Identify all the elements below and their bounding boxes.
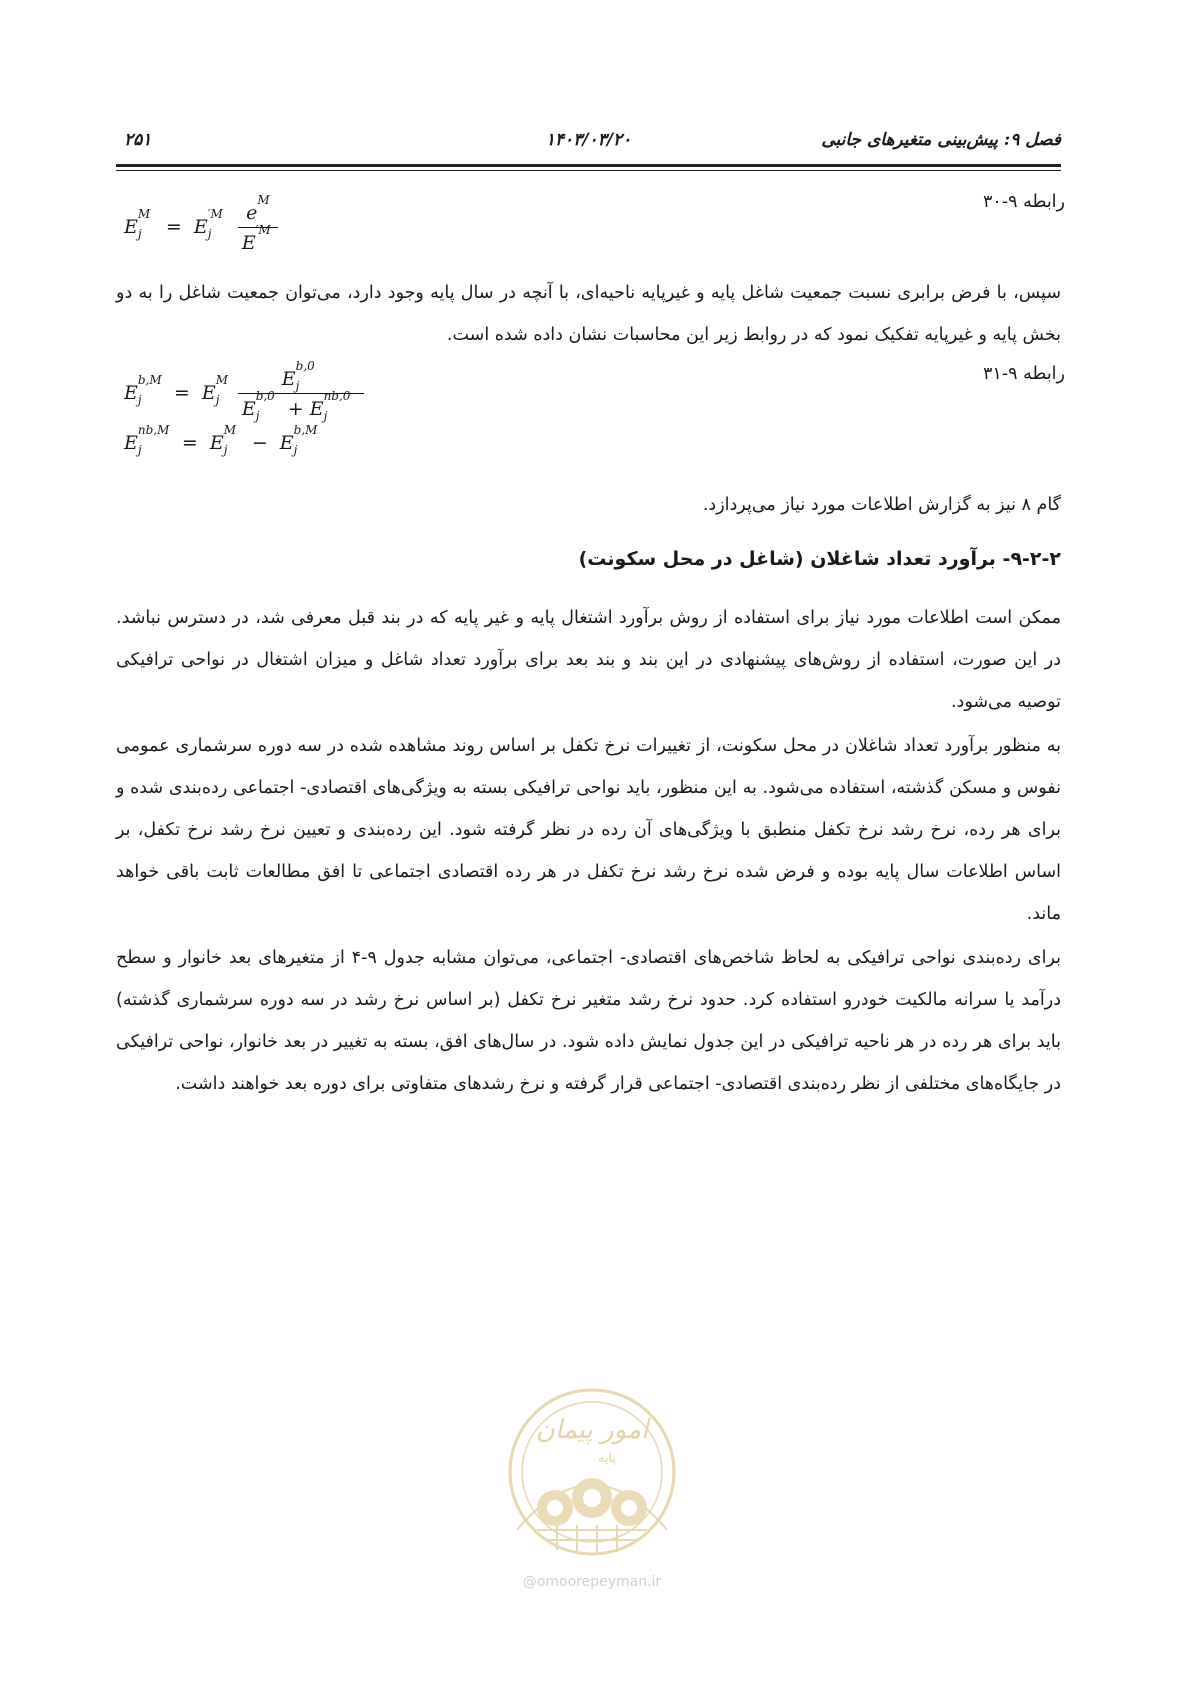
paragraph-3: ممکن است اطلاعات مورد نیاز برای استفاده از روش برآورد اشتغال پایه و غیر پایه که در بند قبل معرفی شد، در دسترس نباشد. در این صورت، استفاده از روش‌های پیشنهادی در این بند و بند بعد برای برآورد تعداد شاغل و میزان اشتغال در نواحی ترافیکی توصیه می‌شود.: [116, 608, 1061, 712]
watermark-url: @omoorepeyman.ir: [522, 1574, 662, 1590]
paragraph-2: گام ۸ نیز به گزارش اطلاعات مورد نیاز می‌پردازد.: [702, 495, 1061, 515]
relation-label-30: رابطه ۹-۳۰: [982, 192, 1065, 212]
page-number: ۲۵۱: [124, 130, 152, 150]
paragraph-5: برای رده‌بندی نواحی ترافیکی به لحاظ شاخص‌های اقتصادی- اجتماعی، می‌توان مشابه جدول ۹-۴ از متغیرهای بعد خانوار و سطح درآمد یا سرانه مالکیت خودرو استفاده کرد. حدود نرخ رشد متغیر نرخ تکفل (بر اساس نرخ رشد در سه دوره سرشماری گذشته) باید برای هر رده در هر ناحیه ترافیکی در این جدول نمایش داده شود. در سال‌های افق، بسته به تغییر در بعد خانوار، نواحی ترافیکی در جایگاه‌های مختلفی از نظر رده‌بندی اقتصادی- اجتماعی قرار گرفته و نرخ رشدهای متفاوتی برای دوره بعد خواهند داشت.: [116, 948, 1061, 1094]
watermark: [497, 1380, 687, 1590]
svg-text:پایه: پایه: [597, 1451, 617, 1466]
svg-text:امور پیمان: امور پیمان: [535, 1415, 649, 1445]
formula-31a: E b,M j = E M j E b,0 j E b,0 j + E nb,0 j: [124, 368, 368, 420]
section-heading: ۹-۲-۲- برآورد تعداد شاغلان (شاغل در محل سکونت): [578, 548, 1061, 570]
paragraph-4: به منظور برآورد تعداد شاغلان در محل سکونت، از تغییرات نرخ تکفل بر اساس روند مشاهده شده در سه دوره سرشماری عمومی نفوس و مسکن گذشته، استفاده می‌شود. به این منظور، باید نواحی ترافیکی بسته به ویژگی‌های اقتصادی- اجتماعی رده‌بندی شده و برای هر رده، نرخ رشد نرخ تکفل منطبق با ویژگی‌های آن رده در نظر گرفته شود. این رده‌بندی و تعیین نرخ رشد نرخ تکفل، بر اساس اطلاعات سال پایه بوده و فرض شده نرخ رشد نرخ تکفل در هر رده اقتصادی اجتماعی تا افق مطالعات ثابت باقی خواهد ماند.: [116, 736, 1061, 924]
paragraph-1: سپس، با فرض برابری نسبت جمعیت شاغل پایه و غیرپایه ناحیه‌ای، با آنچه در سال پایه وجود دارد، می‌توان جمعیت شاغل را به دو بخش پایه و غیرپایه تفکیک نمود که در روابط زیر این محاسبات نشان داده شده است.: [116, 283, 1061, 345]
header-date: ۱۴۰۳/۰۳/۲۰: [545, 130, 632, 150]
header-rule-thin: [116, 170, 1061, 171]
header-rule-thick: [116, 164, 1061, 167]
formula-30: E M j = E ′M j e M E ′M: [124, 202, 282, 254]
running-header: [116, 128, 1061, 162]
relation-label-31: رابطه ۹-۳۱: [982, 364, 1065, 384]
watermark-logo-icon: [497, 1380, 687, 1560]
formula-31b: E nb,M j = E M j − E b,M j: [124, 423, 318, 457]
chapter-title: فصل ۹: پیش‌بینی متغیرهای جانبی: [821, 130, 1061, 150]
